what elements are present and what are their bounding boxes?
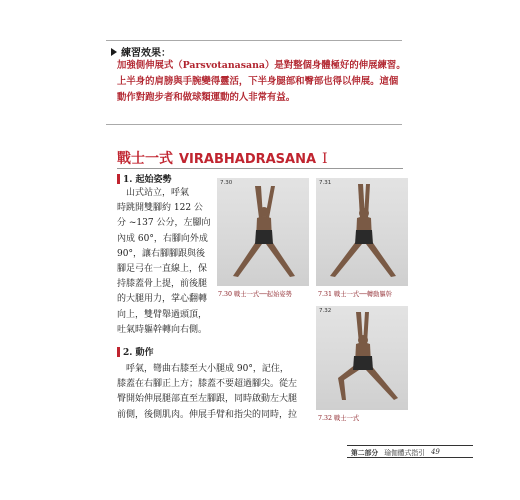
step1-line: 腳足弓在一直線上，保 bbox=[117, 264, 208, 275]
page-footer bbox=[347, 445, 473, 458]
section-title-numeral: I bbox=[322, 151, 328, 167]
figure-turn-torso bbox=[316, 178, 408, 286]
step1-line: 內成 60°，右腳向外成 bbox=[117, 233, 208, 244]
step1-line: 分 ~137 公分，左腳向 bbox=[117, 218, 211, 229]
photo-7-31: 7.31 bbox=[316, 178, 408, 286]
step1-line: 向上，雙臂舉過頭頂， bbox=[117, 309, 208, 320]
step1-line: 90°，讓右腳腳跟與後 bbox=[117, 248, 205, 259]
caption-7-31: 7.31 戰士一式──轉動軀幹 bbox=[318, 291, 392, 298]
benefits-heading: 練習效果： bbox=[111, 44, 171, 59]
step2-line: 膝蓋在右腳正上方；膝蓋不要超過腳尖。從左 bbox=[117, 379, 298, 390]
step1-body bbox=[117, 186, 217, 338]
step2-line: 臀開始伸展腿部直至左腳跟，同時啟動左大腿 bbox=[117, 394, 298, 405]
step1-heading: 1. 起始姿勢 bbox=[117, 172, 172, 185]
photo-7-30: 7.30 bbox=[217, 178, 309, 286]
caption-7-30: 7.30 戰士一式──起始姿勢 bbox=[218, 291, 292, 298]
step1-line: 持膝蓋骨上提，前後腿 bbox=[117, 279, 208, 290]
step1-line: 時跳開雙腳約 122 公 bbox=[117, 203, 203, 214]
step1-line: 吐氣時軀幹轉向右側。 bbox=[117, 324, 208, 335]
benefits-rule bbox=[106, 124, 402, 125]
step2-line: 呼氣，彎曲右膝至大小腿成 90°，記住， bbox=[117, 364, 289, 374]
photo-7-32: 7.32 bbox=[316, 306, 408, 410]
section-title-en: VIRABHADRASANA bbox=[179, 152, 317, 167]
benefits-text: 加強側伸展式（Parsvotanasana）是對整個身體極好的伸展練習。上半身的肩膀與手腕變得靈活，下半身腿部和臀部也得以伸展。這個動作對跑步者和做球類運動的人非常有益。 bbox=[117, 60, 406, 103]
step2-heading: 2. 動作 bbox=[117, 345, 154, 358]
red-bar-icon bbox=[117, 347, 120, 357]
step2-body bbox=[117, 362, 317, 423]
triangle-bullet-icon bbox=[111, 48, 117, 56]
step1-line: 山式站立，呼氣 bbox=[117, 188, 190, 198]
footer-title: 瑜伽體式指引 bbox=[384, 448, 425, 457]
figure-start-pose bbox=[217, 178, 309, 286]
page-number: 49 bbox=[430, 447, 440, 456]
step2-line: 前側，後側肌肉。伸展手臂和指尖的同時，拉 bbox=[117, 409, 298, 420]
section-title-zh: 戰士一式 bbox=[117, 151, 173, 167]
figure-warrior-one bbox=[316, 306, 408, 410]
step1-line: 的大腿用力，掌心翻轉 bbox=[117, 294, 208, 305]
footer-part: 第二部分 bbox=[351, 448, 379, 457]
section-title bbox=[117, 148, 328, 168]
red-bar-icon bbox=[117, 174, 120, 184]
caption-7-32: 7.32 戰士一式 bbox=[318, 415, 360, 422]
section-rule bbox=[117, 168, 403, 169]
